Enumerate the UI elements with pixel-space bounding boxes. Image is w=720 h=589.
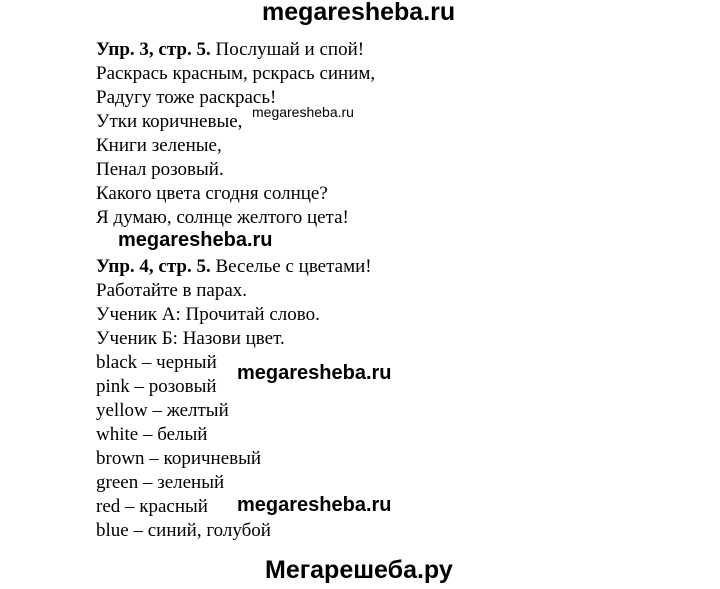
text-line: Раскрась красным, рскрась синим, (96, 63, 376, 84)
vocab-line: green – зеленый (96, 472, 225, 493)
text-line: Я думаю, солнце желтого цета! (96, 207, 349, 228)
watermark-mid-2: megaresheba.ru (237, 362, 392, 384)
text-line: Книги зеленые, (96, 135, 222, 156)
watermark-mid-3: megaresheba.ru (237, 494, 392, 516)
vocab-line: red – красный (96, 496, 208, 517)
exercise-3-title: Послушай и спой! (210, 39, 365, 60)
watermark-mid-1: megaresheba.ru (118, 229, 273, 251)
watermark-small: megaresheba.ru (252, 104, 354, 120)
exercise-4-number: Упр. 4, стр. 5. (96, 256, 211, 277)
exercise-3 (96, 38, 375, 230)
exercise-3-heading (96, 38, 375, 62)
text-line: Ученик А: Прочитай слово. (96, 304, 320, 325)
vocab-line: yellow – желтый (96, 400, 229, 421)
watermark-bottom: Мегарешеба.ру (265, 556, 453, 584)
vocab-line: pink – розовый (96, 376, 217, 397)
text-line: Пенал розовый. (96, 159, 224, 180)
exercise-4-heading (96, 255, 372, 279)
text-line: Утки коричневые, (96, 111, 243, 132)
text-line: Ученик Б: Назови цвет. (96, 328, 285, 349)
text-line: Работайте в парах. (96, 280, 248, 301)
text-line: Радугу тоже раскрась! (96, 87, 277, 108)
vocab-line: blue – синий, голубой (96, 520, 271, 541)
vocab-line: white – белый (96, 424, 208, 445)
exercise-3-number: Упр. 3, стр. 5. (96, 39, 211, 60)
watermark-top: megaresheba.ru (262, 0, 456, 26)
exercise-4-title: Веселье с цветами! (210, 256, 372, 277)
vocab-line: black – черный (96, 352, 217, 373)
text-line: Какого цвета сгодня солнце? (96, 183, 328, 204)
vocab-line: brown – коричневый (96, 448, 262, 469)
